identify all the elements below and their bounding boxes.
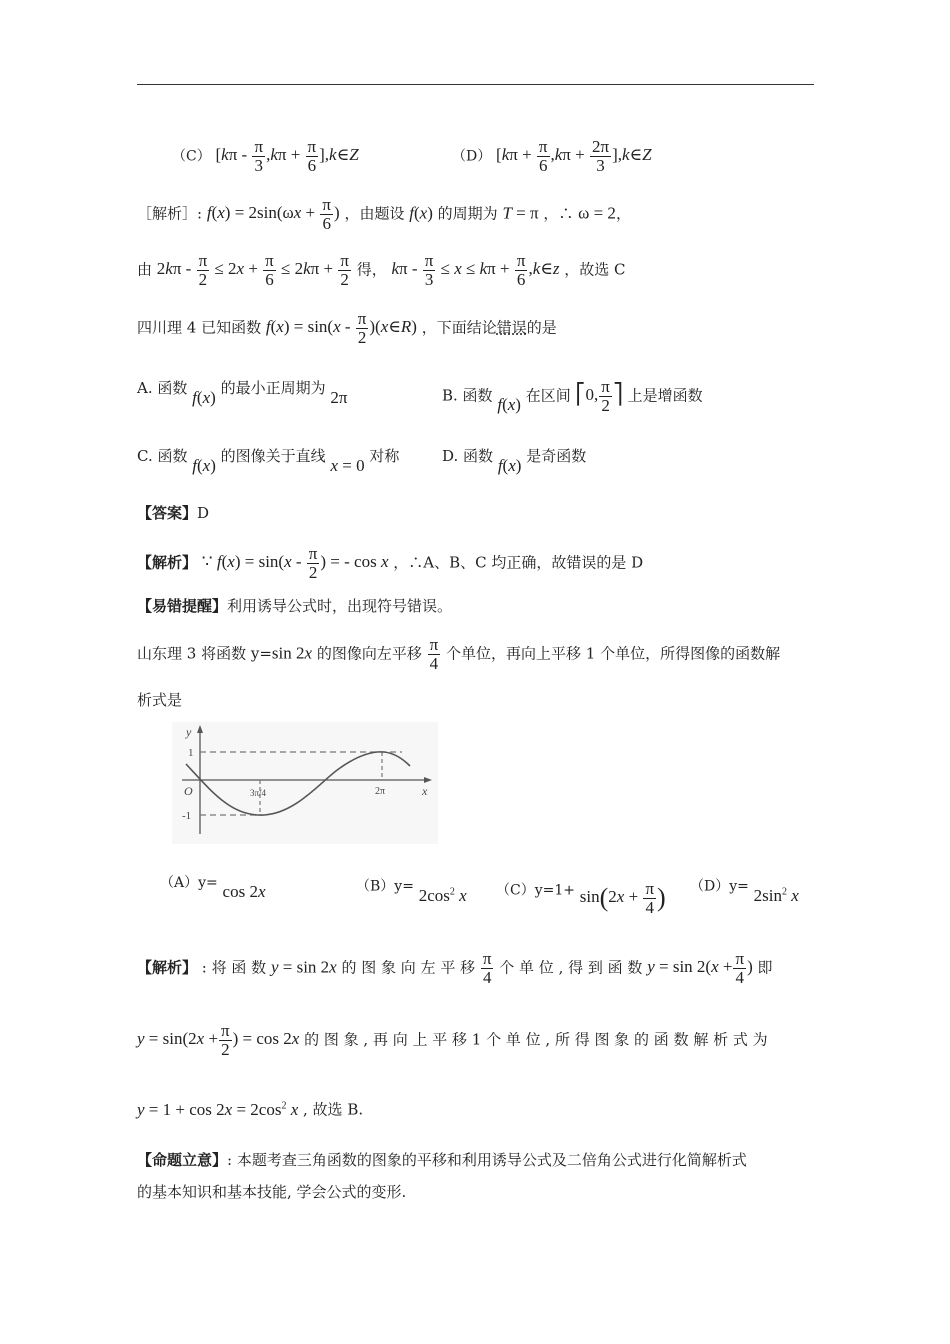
prev-option-c: （C） [kπ - $\frac{\pi}{3}$ ,kπ + $\frac{\pi}{6}$ ],k∈Z — [172, 137, 359, 175]
q2-option-d: D. 函数 f(x) 是奇函数 — [442, 447, 587, 475]
q3-solution-line-2: y = sin(2x + $\frac{\pi}{2}$ ) = cos 2x 的 图 象 , 再 向 上 平 移 1 个 单 位 , 所 得 图 象 的 函 数 解 析 式 为 — [137, 1021, 768, 1059]
intent-line-1: 【命题立意】: 本题考查三角函数的图象的平移和利用诱导公式及二倍角公式进行化简解析式 — [137, 1151, 747, 1169]
graph-y-label: y — [186, 725, 192, 739]
header-rule — [137, 84, 814, 85]
answer-line: 【答案】D — [137, 504, 210, 522]
graph-background — [172, 722, 438, 844]
q3-solution-line-3: $y = 1 + \cos 2x = 2\cos^2$ x , 故选 B. — [137, 1099, 364, 1119]
prev-option-d: （D） [kπ + $\frac{\pi}{6}$ ,kπ + $\frac{2\pi}{3}$ ],k∈Z — [452, 137, 652, 175]
cosine-graph — [172, 722, 438, 844]
q3-option-a: （A）y= cos 2x — [160, 875, 266, 901]
graph-x-label: x — [422, 784, 428, 798]
q2-option-a: A. 函数 f(x) 的最小正周期为 2π — [137, 379, 348, 407]
question-shandong-3: 山东理 3 将函数 y=sin 2x 的图像向左平移 $\frac{\pi}{4}$ 个单位，再向上平移 1 个单位，所得图像的函数解 — [137, 635, 781, 673]
prev-option-c-expr: [kπ - $\frac{\pi}{3}$ ,kπ + $\frac{\pi}{6}$ ],k∈Z — [215, 137, 359, 175]
prev-option-d-expr: [kπ + $\frac{\pi}{6}$ ,kπ + $\frac{2\pi}{3}$ ],k∈Z — [496, 137, 652, 175]
solution-line-2: 由 2kπ - $\frac{\pi}{2}$ ≤ 2x + $\frac{\pi}{6}$ ≤ 2kπ + $\frac{\pi}{2}$ 得， kπ - $\frac{\pi}{3}$ ≤ x ≤ kπ + $\frac{\pi}{6}$ ,k∈z ，故选 C — [137, 251, 626, 289]
graph-tick-1: 1 — [188, 747, 194, 759]
intent-line-2: 的基本知识和基本技能, 学会公式的变形. — [137, 1183, 407, 1201]
graph-tick-2pi: 2π — [375, 786, 386, 797]
question-shandong-3-line2: 析式是 — [137, 691, 183, 709]
q2-option-b: B. 函数 f(x) 在区间 ⎡0, $\frac{\pi}{2}$ ⎤ 上是增函数 — [442, 377, 703, 415]
q2-option-c: C. 函数 f(x) 的图像关于直线 x = 0 对称 — [137, 447, 400, 475]
analysis-line: 【解析】 ∵ f(x) = sin(x - $\frac{\pi}{2}$ ) = - cos x ，∴A、B、C 均正确，故错误的是 D — [137, 544, 644, 582]
graph-tick-3pi4: 3π/4 — [250, 788, 267, 798]
q3-option-b: $(B)y= 2\cos^2$ x — [356, 878, 467, 905]
q3-solution-line-1: 【解析】 : 将 函 数 y = sin 2x 的 图 象 向 左 平 移 $\frac{\pi}{4}$ 个 单 位 , 得 到 函 数 y = sin 2(x + $\frac{\pi}{4}$ ) 即 — [137, 949, 773, 987]
graph-tick-minus1: -1 — [182, 810, 192, 822]
solution-line-1: ［解析］: f(x) = 2sin(ωx + $\frac{\pi}{6}$ ) ，由题设 f(x) 的周期为 T = π ，∴ ω = 2， — [137, 195, 631, 233]
graph-origin-label: O — [184, 784, 193, 798]
question-sichuan-4: 四川理 4 已知函数 f(x) = sin(x - $\frac{\pi}{2}$ )(x∈R) ，下面结论错误的是 — [137, 309, 557, 347]
q3-option-d: $(D)y= 2\sin^2$ x — [690, 878, 799, 905]
tip-line: 【易错提醒】利用诱导公式时，出现符号错误。 — [137, 597, 453, 615]
q3-option-c: （C）y=1+ sin(2x + $\frac{\pi}{4}$ ) — [496, 879, 666, 917]
